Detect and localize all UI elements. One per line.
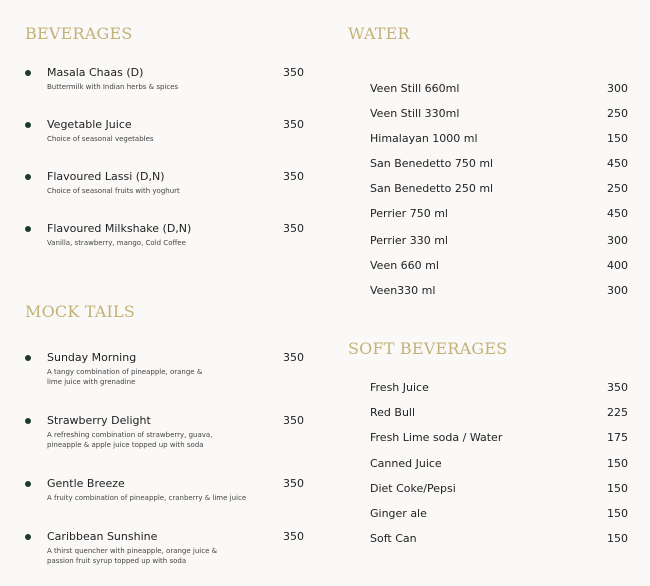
item-price: 350 (283, 170, 304, 183)
item-name: Flavoured Milkshake (D,N) (47, 222, 192, 235)
item-price: 225 (607, 406, 628, 419)
bullet-icon (25, 226, 31, 232)
item-name: San Benedetto 250 ml (370, 182, 494, 195)
beverages-heading: BEVERAGES (25, 24, 133, 43)
item-price: 300 (607, 284, 628, 297)
item-price: 350 (283, 118, 304, 131)
item-price: 250 (607, 182, 628, 195)
item-name: Gentle Breeze (47, 477, 125, 490)
item-price: 150 (607, 532, 628, 545)
item-price: 350 (283, 222, 304, 235)
bullet-icon (25, 174, 31, 180)
item-description: Buttermilk with Indian herbs & spices (47, 83, 179, 91)
item-name: San Benedetto 750 ml (370, 157, 494, 170)
soft-beverages-heading: SOFT BEVERAGES (348, 339, 508, 358)
item-name: Red Bull (370, 406, 416, 419)
mocktails-heading: MOCK TAILS (25, 302, 136, 321)
item-name: Fresh Juice (370, 381, 429, 394)
bullet-icon (25, 534, 31, 540)
bullet-icon (25, 122, 31, 128)
item-price: 450 (607, 207, 628, 220)
item-name: Masala Chaas (D) (47, 66, 144, 79)
item-price: 350 (607, 381, 628, 394)
bullet-icon (25, 481, 31, 487)
item-name: Perrier 330 ml (370, 234, 448, 247)
item-name: Sunday Morning (47, 351, 137, 364)
item-price: 350 (283, 351, 304, 364)
item-name: Veen Still 660ml (370, 82, 460, 95)
item-price: 450 (607, 157, 628, 170)
item-price: 150 (607, 482, 628, 495)
item-description: Choice of seasonal fruits with yoghurt (47, 187, 180, 195)
bullet-icon (25, 355, 31, 361)
item-description: A thirst quencher with pineapple, orange juice & passion fruit syrup topped up with soda (47, 547, 218, 565)
item-name: Fresh Lime soda / Water (370, 431, 503, 444)
item-name: Veen330 ml (370, 284, 436, 297)
item-description: Choice of seasonal vegetables (47, 135, 154, 143)
bullet-icon (25, 70, 31, 76)
item-price: 150 (607, 457, 628, 470)
item-name: Soft Can (370, 532, 417, 545)
item-price: 150 (607, 507, 628, 520)
item-price: 150 (607, 132, 628, 145)
item-name: Veen 660 ml (370, 259, 439, 272)
item-name: Flavoured Lassi (D,N) (47, 170, 165, 183)
item-name: Strawberry Delight (47, 414, 151, 427)
item-name: Ginger ale (370, 507, 427, 520)
item-name: Caribbean Sunshine (47, 530, 158, 543)
bullet-icon (25, 418, 31, 424)
item-name: Diet Coke/Pepsi (370, 482, 456, 495)
item-description: A refreshing combination of strawberry, guava, pineapple & apple juice topped up with soda (47, 431, 213, 449)
item-price: 350 (283, 66, 304, 79)
item-price: 175 (607, 431, 628, 444)
item-name: Himalayan 1000 ml (370, 132, 478, 145)
item-name: Canned Juice (370, 457, 442, 470)
item-name: Vegetable Juice (47, 118, 132, 131)
item-description: A fruity combination of pineapple, cranberry & lime juice (47, 494, 247, 502)
item-name: Veen Still 330ml (370, 107, 460, 120)
item-description: Vanilla, strawberry, mango, Cold Coffee (47, 239, 186, 247)
item-description: A tangy combination of pineapple, orange & lime juice with grenadine (47, 368, 203, 386)
item-price: 350 (283, 477, 304, 490)
water-heading: WATER (348, 24, 410, 43)
item-price: 250 (607, 107, 628, 120)
item-price: 350 (283, 414, 304, 427)
item-price: 300 (607, 234, 628, 247)
item-name: Perrier 750 ml (370, 207, 448, 220)
item-price: 350 (283, 530, 304, 543)
item-price: 400 (607, 259, 628, 272)
item-price: 300 (607, 82, 628, 95)
